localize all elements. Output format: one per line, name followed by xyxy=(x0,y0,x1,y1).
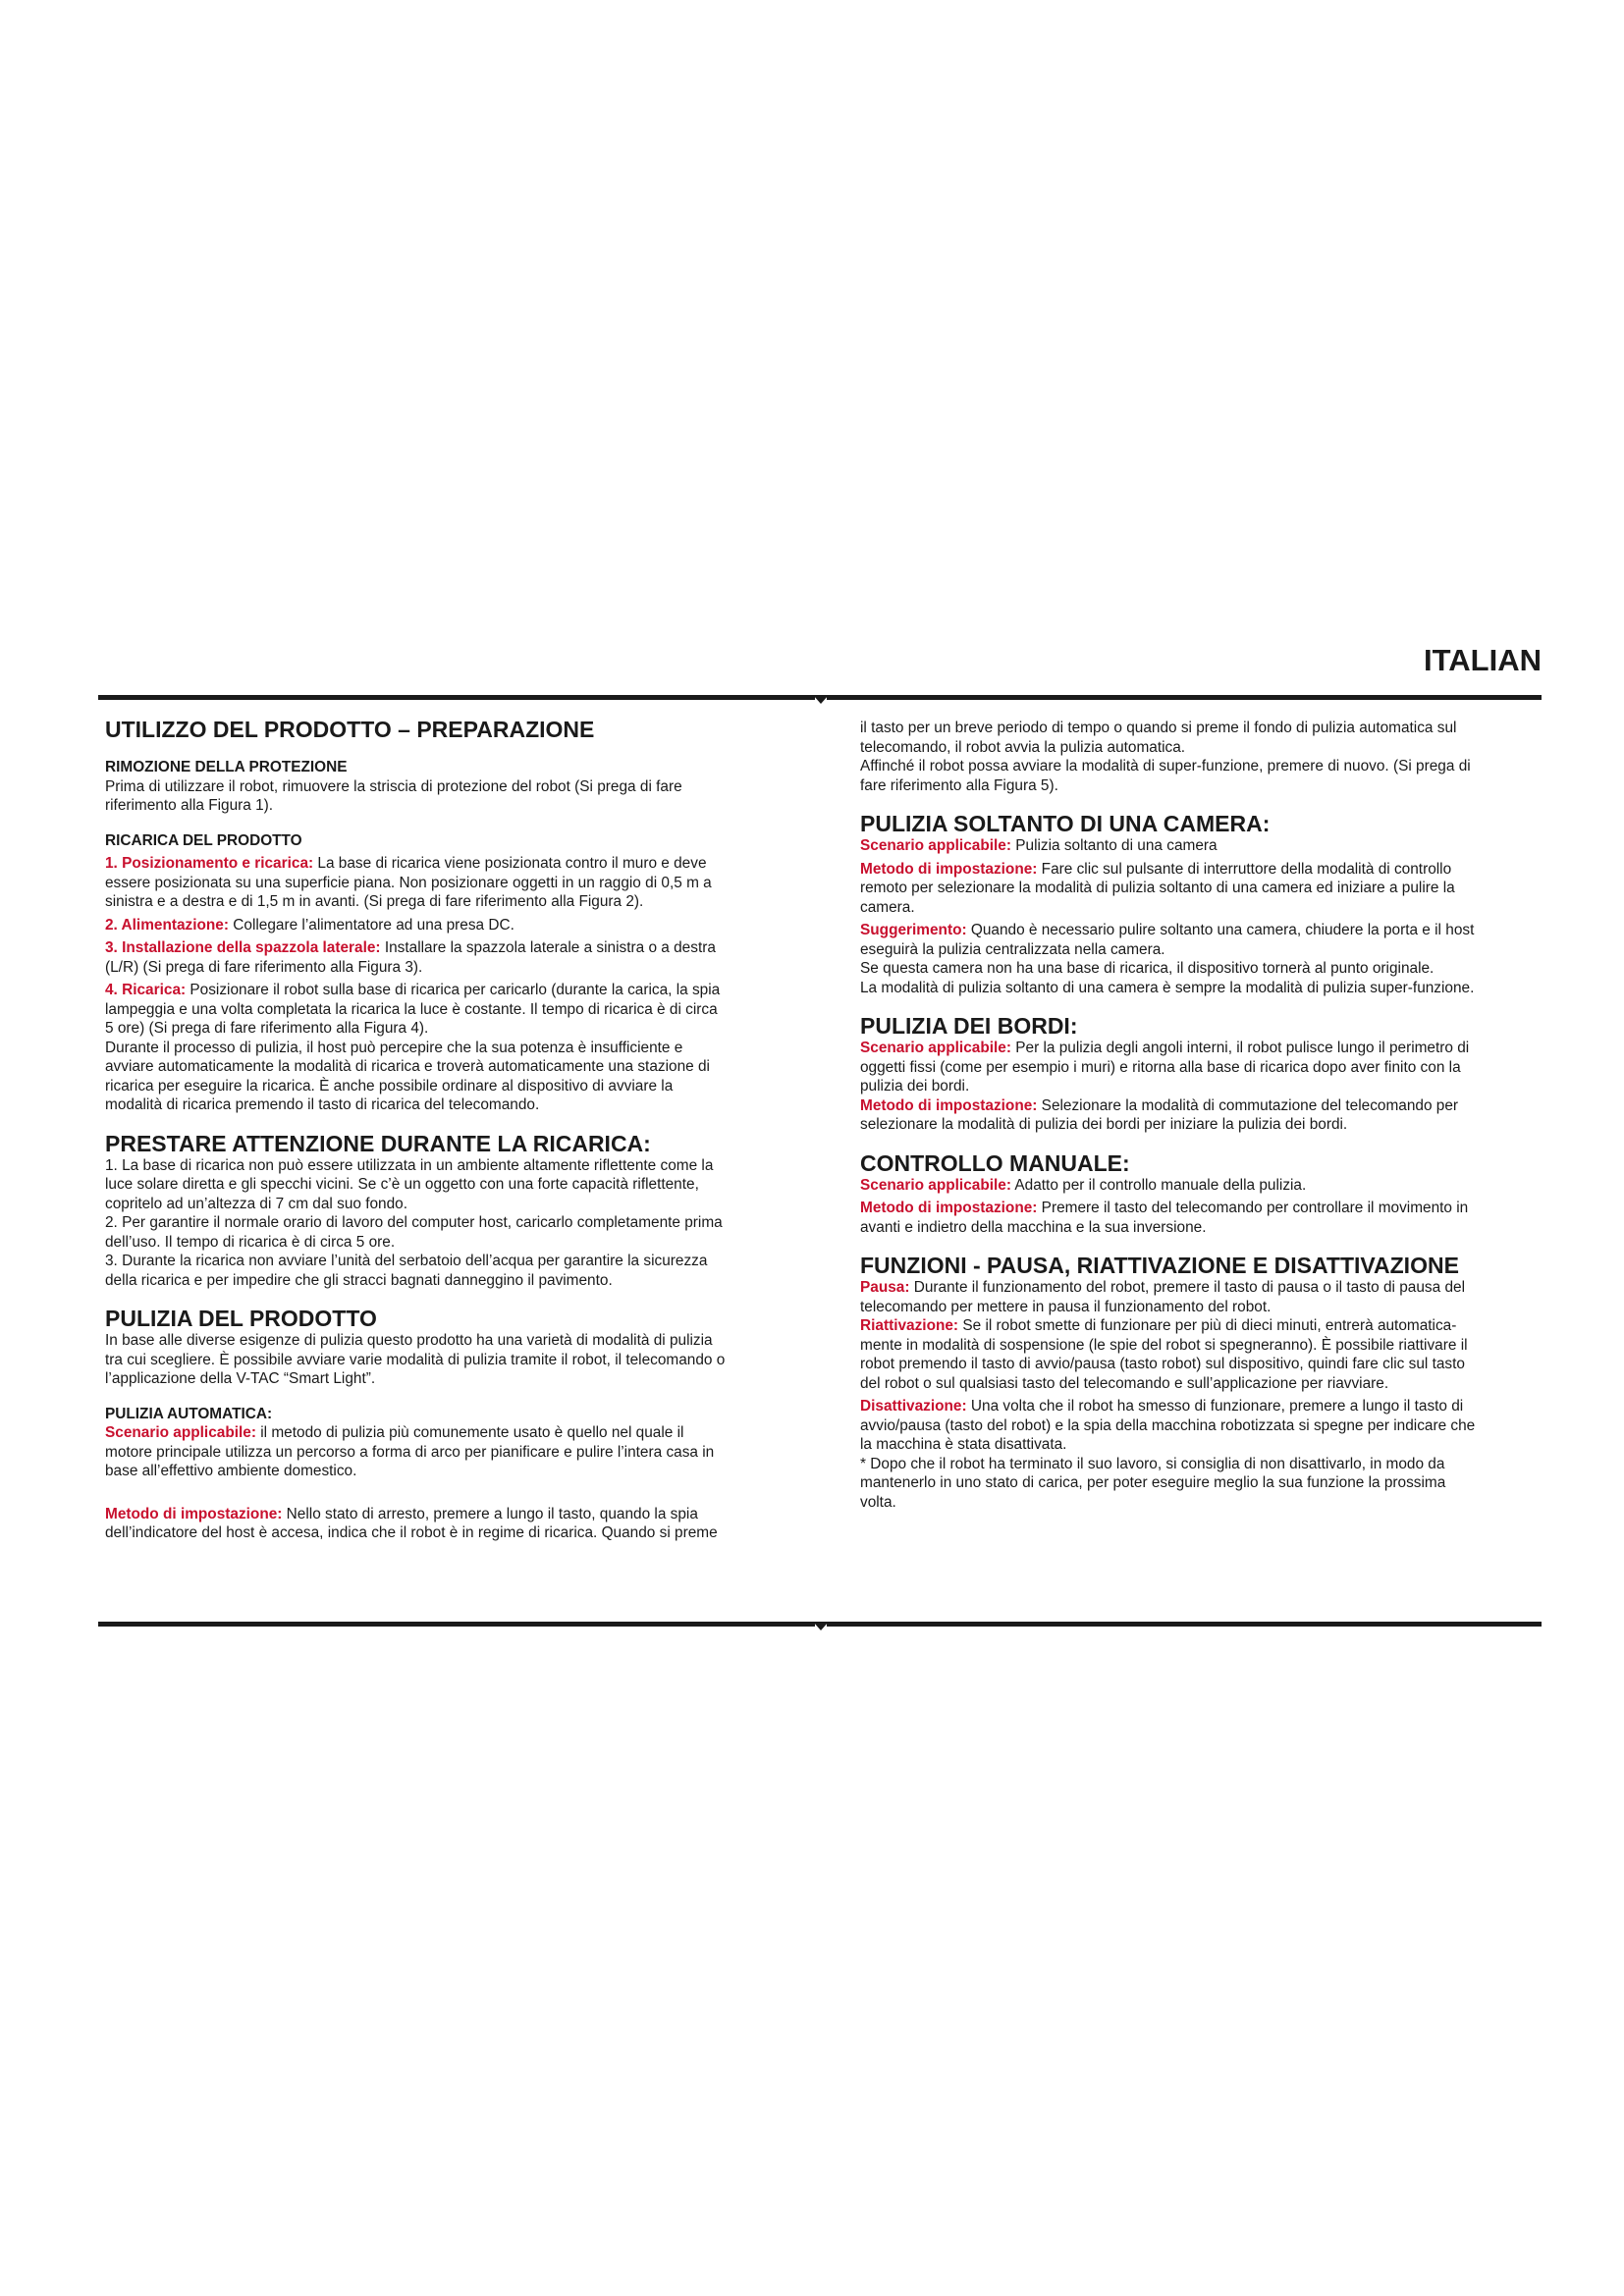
note-line: volta. xyxy=(860,1493,896,1511)
text-line: della ricarica e per impedire che gli stracci bagnati danneggino il pavimento. xyxy=(105,1271,613,1289)
section-title-edge: PULIZIA DEI BORDI: xyxy=(860,1013,1078,1039)
room-suggestion: Suggerimento: Quando è necessario pulire soltanto una camera, chiudere la porta e il host xyxy=(860,922,1475,938)
section-title-preparation: UTILIZZO DEL PRODOTTO – PREPARAZIONE xyxy=(105,717,595,742)
scenario-label: Scenario applicabile: xyxy=(860,837,1011,854)
charging-item-2: 2. Alimentazione: Collegare l’alimentatore ad una presa DC. xyxy=(105,916,514,934)
text-line: eseguirà la pulizia centralizzata nella camera. xyxy=(860,940,1165,958)
removal-text-line: riferimento alla Figura 1). xyxy=(105,797,274,814)
scenario-label: Scenario applicabile: xyxy=(860,1040,1011,1056)
section-title-room: PULIZIA SOLTANTO DI UNA CAMERA: xyxy=(860,811,1271,836)
text-line: mente in modalità di sospensione (le spie del robot si spegneranno). È possibile riattivare il xyxy=(860,1336,1468,1354)
wake-label: Riattivazione: xyxy=(860,1317,959,1334)
bottom-rule-right xyxy=(827,1622,1542,1627)
charging-item-3: 3. Installazione della spazzola laterale: Installare la spazzola laterale a sinistra o a destra xyxy=(105,939,716,956)
off-label: Disattivazione: xyxy=(860,1398,967,1415)
charging-item-4: 4. Ricarica: Posizionare il robot sulla base di ricarica per caricarlo (durante la carica, la spia xyxy=(105,982,721,998)
text-line: telecomando per mettere in pausa il funzionamento del robot. xyxy=(860,1298,1272,1315)
auto-method: Metodo di impostazione: Nello stato di arresto, premere a lungo il tasto, quando la spia xyxy=(105,1505,698,1522)
suggestion-label: Suggerimento: xyxy=(860,922,967,938)
text-line: modalità di ricarica premendo il tasto di ricarica del telecomando. xyxy=(105,1096,540,1113)
off-text: Disattivazione: Una volta che il robot ha smesso di funzionare, premere a lungo il tasto di xyxy=(860,1398,1464,1415)
item-label: 3. Installazione della spazzola laterale: xyxy=(105,939,381,956)
top-rule-notch xyxy=(813,695,829,704)
text-line: luce solare diretta e gli specchi vicini. Se c’è un oggetto con una forte capacità riflettente, xyxy=(105,1176,699,1193)
method-label: Metodo di impostazione: xyxy=(105,1505,283,1522)
method-label: Metodo di impostazione: xyxy=(860,1200,1038,1216)
text-line: avvio/pausa (tasto del robot) e la spia della macchina robotizzata si spegne per indicare che xyxy=(860,1416,1476,1434)
text-line: oggetti fissi (come per esempio i muri) e ritorna alla base di ricarica dopo aver finito con la xyxy=(860,1058,1461,1076)
text-line: lampeggia e una volta completata la ricarica la luce è costante. Il tempo di ricarica è di circa xyxy=(105,1000,718,1018)
removal-text-line: Prima di utilizzare il robot, rimuovere la striscia di protezione del robot (Si prega di fare xyxy=(105,777,682,795)
text-line: avanti e indietro della macchina e la sua inversione. xyxy=(860,1218,1207,1236)
text-line: 2. Per garantire il normale orario di lavoro del computer host, caricarlo completamente prima xyxy=(105,1214,723,1231)
text-line: base all’effettivo ambiente domestico. xyxy=(105,1463,357,1479)
section-title-functions: FUNZIONI - PAUSA, RIATTIVAZIONE E DISATTIVAZIONE xyxy=(860,1253,1459,1278)
removal-heading: RIMOZIONE DELLA PROTEZIONE xyxy=(105,759,348,775)
pause-label: Pausa: xyxy=(860,1279,910,1296)
bottom-rule-left xyxy=(98,1622,815,1627)
item-label: 1. Posizionamento e ricarica: xyxy=(105,855,314,872)
text-line: sinistra e a destra e di 1,5 m in avanti. (Si prega di fare riferimento alla Figura 2). xyxy=(105,893,644,910)
scenario-label: Scenario applicabile: xyxy=(860,1176,1011,1194)
text-line: (L/R) (Si prega di fare riferimento alla Figura 3). xyxy=(105,958,423,976)
top-rule-left xyxy=(98,695,815,700)
manual-method: Metodo di impostazione: Premere il tasto del telecomando per controllare il movimento in xyxy=(860,1200,1469,1216)
room-method: Metodo di impostazione: Fare clic sul pulsante di interruttore della modalità di controllo xyxy=(860,860,1452,878)
charging-item-1: 1. Posizionamento e ricarica: La base di ricarica viene posizionata contro il muro e deve xyxy=(105,855,707,872)
scenario-label: Scenario applicabile: xyxy=(105,1424,256,1441)
text-line: l’applicazione della V-TAC “Smart Light”. xyxy=(105,1370,376,1387)
text-line: robot premendo il tasto di avvio/pausa (tasto robot) sul dispositivo, quindi fare clic sul tasto xyxy=(860,1356,1465,1372)
text-line: dell’indicatore del host è accesa, indica che il robot è in regime di ricarica. Quando si preme xyxy=(105,1524,718,1541)
section-title-manual: CONTROLLO MANUALE: xyxy=(860,1149,1130,1176)
note-line: * Dopo che il robot ha terminato il suo lavoro, si consiglia di non disattivarlo, in modo da xyxy=(860,1455,1445,1472)
right-column xyxy=(860,719,1547,1512)
text-line: La modalità di pulizia soltanto di una camera è sempre la modalità di pulizia super-funzione. xyxy=(860,979,1475,996)
text-line: il tasto per un breve periodo di tempo o quando si preme il fondo di pulizia automatica sul xyxy=(860,720,1457,736)
text-line: remoto per selezionare la modalità di pulizia soltanto di una camera ed iniziare a pulire la xyxy=(860,880,1455,896)
text-line: ricarica per eseguire la ricarica. È anche possibile ordinare al dispositivo di avviare la xyxy=(105,1077,674,1095)
text-line: fare riferimento alla Figura 5). xyxy=(860,776,1058,794)
top-rule-right xyxy=(827,695,1542,700)
note-line: mantenerlo in uno stato di carica, per poter eseguire meglio la sua funzione la prossima xyxy=(860,1474,1446,1491)
section-title-attention: PRESTARE ATTENZIONE DURANTE LA RICARICA: xyxy=(105,1130,651,1156)
auto-cleaning-heading: PULIZIA AUTOMATICA: xyxy=(105,1405,273,1422)
text-line: Affinché il robot possa avviare la modalità di super-funzione, premere di nuovo. (Si prega di xyxy=(860,758,1471,774)
text-line: camera. xyxy=(860,898,915,916)
text-line: tra cui scegliere. È possibile avviare varie modalità di pulizia tramite il robot, il telecomando o xyxy=(105,1351,726,1368)
text-line: copritelo ad un’altezza di 7 cm dal suo fondo. xyxy=(105,1195,408,1212)
bottom-rule-notch xyxy=(813,1622,829,1630)
language-label: ITALIAN xyxy=(1424,643,1542,677)
text-line: telecomando, il robot avvia la pulizia automatica. xyxy=(860,738,1186,756)
text-line: 3. Durante la ricarica non avviare l’unità del serbatoio dell’acqua per garantire la sicurezza xyxy=(105,1253,708,1269)
text-line: 5 ore) (Si prega di fare riferimento alla Figura 4). xyxy=(105,1020,429,1037)
text-line: In base alle diverse esigenze di pulizia questo prodotto ha una varietà di modalità di pulizia xyxy=(105,1332,713,1349)
room-scenario: Scenario applicabile: Pulizia soltanto di una camera xyxy=(860,837,1218,854)
text-line: del robot o sul qualsiasi tasto del telecomando e sull’applicazione per riavviare. xyxy=(860,1374,1389,1392)
text-line: Se questa camera non ha una base di ricarica, il dispositivo tornerà al punto originale. xyxy=(860,960,1435,977)
text-line: 1. La base di ricarica non può essere utilizzata in un ambiente altamente riflettente come la xyxy=(105,1156,714,1174)
item-label: 4. Ricarica: xyxy=(105,982,187,998)
section-title-cleaning: PULIZIA DEL PRODOTTO xyxy=(105,1306,377,1331)
method-label: Metodo di impostazione: xyxy=(860,1096,1038,1114)
pause-text: Pausa: Durante il funzionamento del robot, premere il tasto di pausa o il tasto di pausa del xyxy=(860,1279,1465,1296)
edge-scenario: Scenario applicabile: Per la pulizia degli angoli interni, il robot pulisce lungo il perimetro di xyxy=(860,1040,1470,1056)
text-line: avviare automaticamente la modalità di ricarica e troverà automaticamente una stazione di xyxy=(105,1058,710,1075)
text-line: pulizia dei bordi. xyxy=(860,1078,970,1095)
text-line: essere posizionata su una superficie piana. Non posizionare oggetti in un raggio di 0,5 m a xyxy=(105,874,712,891)
method-label: Metodo di impostazione: xyxy=(860,860,1038,878)
charging-heading: RICARICA DEL PRODOTTO xyxy=(105,831,302,849)
manual-scenario: Scenario applicabile: Adatto per il controllo manuale della pulizia. xyxy=(860,1176,1307,1194)
auto-scenario: Scenario applicabile: il metodo di pulizia più comunemente usato è quello nel quale il xyxy=(105,1424,684,1441)
edge-method: Metodo di impostazione: Selezionare la modalità di commutazione del telecomando per xyxy=(860,1096,1459,1114)
text-line: dell’uso. Il tempo di ricarica è di circa 5 ore. xyxy=(105,1233,396,1251)
item-label: 2. Alimentazione: xyxy=(105,916,229,934)
text-line: motore principale utilizza un percorso a forma di arco per pianificare e pulire l’intera casa in xyxy=(105,1443,715,1461)
text-line: selezionare la modalità di pulizia dei bordi per iniziare la pulizia dei bordi. xyxy=(860,1116,1348,1133)
text-line: Durante il processo di pulizia, il host può percepire che la sua potenza è insufficiente e xyxy=(105,1039,683,1056)
left-column xyxy=(105,717,802,1543)
wake-text: Riattivazione: Se il robot smette di funzionare per più di dieci minuti, entrerà automatica- xyxy=(860,1317,1457,1334)
text-line: la macchina è stata disattivata. xyxy=(860,1436,1067,1453)
